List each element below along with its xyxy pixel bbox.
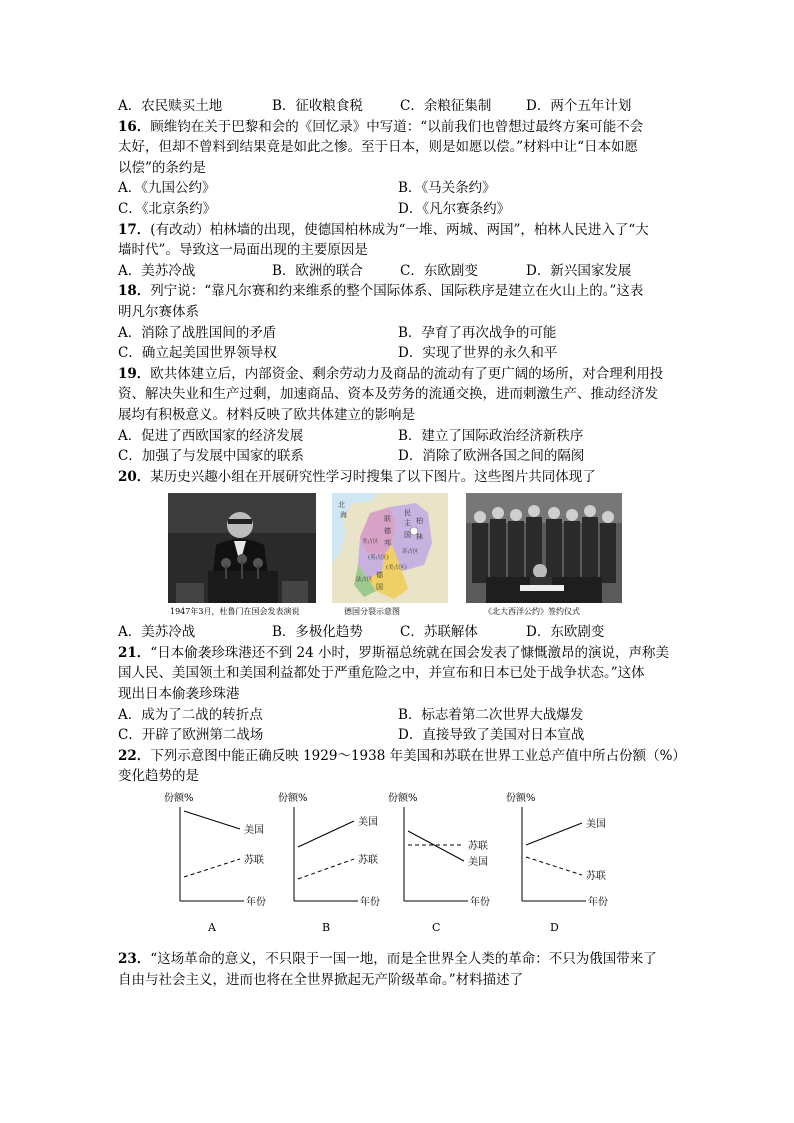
series-label: 苏联 (244, 855, 264, 867)
q16-option-a[interactable]: A．《九国公约》 (118, 180, 216, 197)
q19-option-c[interactable]: C．加强了与发展中国家的联系 (118, 448, 304, 465)
q21-option-d[interactable]: D．直接导致了美国对日本宣战 (398, 727, 585, 744)
x-axis-label: 年份 (470, 897, 490, 909)
map-label: 法占区 (356, 577, 373, 584)
series-line-second (408, 831, 464, 861)
q15-option-a[interactable]: A．农民赎买土地 (118, 98, 223, 114)
q21-option-c[interactable]: C．开辟了欧洲第二战场 (118, 727, 264, 744)
question-text: 变化趋势的是 (118, 768, 199, 785)
question-text: 以偿”的条约是 (118, 159, 206, 176)
q20-option-c[interactable]: C．苏联解体 (400, 624, 478, 641)
question-text: 现出日本偷袭珍珠港 (118, 686, 240, 703)
q18-options (118, 323, 683, 364)
series-label: 美国 (244, 825, 264, 837)
question-text: 顾维钧在关于巴黎和会的《回忆录》中写道：“以前我们也曾想过最终方案可能不会 (150, 118, 644, 135)
question-text: 自由与社会主义，进而也将在全世界掀起无产阶级革命。”材料描述了 (118, 971, 524, 988)
question-21 (118, 643, 683, 746)
question-23 (118, 949, 683, 990)
question-text: 明凡尔赛体系 (118, 303, 199, 320)
x-axis-label: 年份 (246, 897, 266, 909)
q16-options (118, 178, 683, 219)
map-label: 国 (404, 531, 411, 540)
series-line-first (298, 821, 354, 847)
series-line-second (526, 857, 582, 875)
question-text: “这场革命的意义，不只限于一国一地，而是全世界全人类的革命：不只为俄国带来了 (150, 951, 657, 968)
q20-option-a[interactable]: A．美苏冷战 (118, 624, 196, 641)
q18-option-b[interactable]: B．孕育了再次战争的可能 (398, 324, 557, 341)
map-label: 主 (404, 519, 411, 528)
q15-option-c[interactable]: C．余粮征集制 (400, 98, 492, 114)
map-label: (美占区) (386, 565, 407, 572)
chart-letter: C (432, 921, 441, 935)
nato-signing-photo (466, 493, 622, 603)
y-axis-label: 份额% (278, 793, 308, 805)
q19-options (118, 426, 683, 467)
trend-chart-d (504, 789, 624, 939)
q17-option-d[interactable]: D．新兴国家发展 (526, 262, 632, 279)
chart-letter: D (550, 921, 559, 935)
q21-options (118, 705, 683, 746)
question-text: (有改动）柏林墙的出现，使德国柏林成为“一堆、两城、两国”，柏林人民进入了“大 (150, 221, 649, 238)
truman-speech-photo (168, 493, 316, 603)
photo-caption: 1947年3月，杜鲁门在国会发表演说 (170, 607, 300, 617)
map-label: 北 (338, 501, 345, 510)
q20-figures (118, 493, 683, 618)
series-line-first (526, 823, 582, 845)
question-22 (118, 746, 686, 939)
question-number: 19． (118, 365, 151, 382)
y-axis-label: 份额% (164, 793, 194, 805)
question-17 (118, 220, 683, 282)
q21-option-b[interactable]: B．标志着第二次世界大战爆发 (398, 706, 584, 723)
q19-option-a[interactable]: A．促进了西欧国家的经济发展 (118, 427, 304, 444)
q17-option-a[interactable]: A．美苏冷战 (118, 262, 196, 279)
x-axis-label: 年份 (360, 897, 380, 909)
x-axis-label: 年份 (588, 897, 608, 909)
question-number: 22． (118, 747, 151, 764)
question-text: 太好，但却不曾料到结果竟是如此之惨。至于日本，则是如愿以偿。”材料中让“日本如愿 (118, 139, 639, 156)
series-line-second (184, 859, 240, 877)
series-line-second (298, 859, 354, 879)
q20-option-d[interactable]: D．东欧剧变 (526, 624, 605, 641)
series-label: 美国 (468, 857, 488, 869)
q18-option-c[interactable]: C．确立起美国世界领导权 (118, 345, 277, 362)
q21-option-a[interactable]: A．成为了二战的转折点 (118, 706, 263, 723)
map-label: 联 (384, 515, 391, 524)
question-text: 资、解决失业和生产过剩，加速商品、资本及劳务的流通交换，进而刺激生产、推动经济发 (118, 386, 658, 403)
series-label: 苏联 (468, 841, 488, 853)
map-label: 邦 (384, 539, 391, 548)
map-label: 苏占区 (402, 549, 419, 556)
q22-trend-charts (118, 789, 683, 939)
series-line-first (184, 811, 240, 829)
question-text: 欧共体建立后，内部资金、剩余劳动力及商品的流动有了更广阔的场所，对合理利用投 (150, 365, 664, 382)
question-text: 国人民、美国领土和美国利益都处于严重危险之中，并宣布和日本已处于战争状态。”这体 (118, 665, 645, 682)
question-text: 墙时代”。导致这一局面出现的主要原因是 (118, 242, 368, 259)
exam-page (118, 96, 686, 990)
germany-division-map (332, 493, 448, 603)
q17-option-b[interactable]: B．欧洲的联合 (272, 262, 363, 279)
question-text: 下列示意图中能正确反映 1929～1938 年美国和苏联在世界工业总产值中所占份额（%） (150, 747, 686, 764)
q19-option-d[interactable]: D．消除了欧洲各国之间的隔阂 (398, 448, 585, 465)
question-text: “日本偷袭珍珠港还不到 24 小时，罗斯福总统就在国会发表了慷慨激昂的演说，声称美 (150, 644, 669, 661)
q20-option-b[interactable]: B．多极化趋势 (272, 624, 363, 641)
q16-option-d[interactable]: D．《凡尔赛条约》 (398, 200, 511, 217)
chart-letter: A (208, 921, 216, 935)
chart-letter: B (322, 921, 331, 935)
map-label: 民 (404, 509, 411, 518)
q20-options (118, 622, 683, 643)
question-20 (118, 467, 683, 643)
q18-option-d[interactable]: D．实现了世界的永久和平 (398, 345, 558, 362)
question-number: 20． (118, 468, 151, 485)
q16-option-b[interactable]: B．《马关条约》 (398, 180, 496, 197)
map-label: 德 (376, 571, 383, 580)
map-caption: 德国分裂示意图 (344, 607, 400, 617)
q18-option-a[interactable]: A．消除了战胜国间的矛盾 (118, 324, 277, 341)
question-text: 某历史兴趣小组在开展研究性学习时搜集了以下图片。这些图片共同体现了 (150, 468, 596, 485)
question-number: 18． (118, 283, 151, 300)
series-label: 美国 (586, 819, 606, 831)
question-number: 16． (118, 118, 151, 135)
question-18 (118, 281, 683, 363)
trend-chart-c (386, 789, 506, 939)
q17-options (118, 261, 683, 282)
question-text: 展均有积极意义。材料反映了欧共体建立的影响是 (118, 406, 415, 423)
map-label: (英占区) (368, 555, 389, 562)
map-label: 林 (416, 533, 423, 542)
trend-chart-b (276, 789, 396, 939)
series-label: 苏联 (358, 855, 378, 867)
photo-caption: 《北大西洋公约》签约仪式 (484, 607, 580, 617)
y-axis-label: 份额% (388, 793, 418, 805)
question-16 (118, 117, 683, 220)
q15-option-b[interactable]: B．征收粮食税 (272, 98, 363, 114)
series-label: 苏联 (586, 871, 606, 883)
question-number: 23． (118, 951, 151, 968)
map-label: 德 (384, 527, 391, 536)
map-label: 美占区 (362, 539, 379, 546)
question-number: 21． (118, 644, 151, 661)
q15-options (118, 96, 683, 117)
q16-option-c[interactable]: C．《北京条约》 (118, 200, 217, 217)
trend-chart-a (162, 789, 282, 939)
q19-option-b[interactable]: B．建立了国际政治经济新秩序 (398, 427, 584, 444)
question-19 (118, 364, 683, 467)
series-label: 美国 (358, 817, 378, 829)
q15-option-d[interactable]: D．两个五年计划 (526, 98, 632, 114)
question-text: 列宁说：“靠凡尔赛和约来维系的整个国际体系、国际秩序是建立在火山上的。”这表 (150, 283, 644, 300)
map-label: 海 (340, 511, 347, 520)
q17-option-c[interactable]: C．东欧剧变 (400, 262, 478, 279)
map-label: 国 (376, 583, 383, 592)
y-axis-label: 份额% (506, 793, 536, 805)
question-number: 17． (118, 221, 151, 238)
map-label: 柏 (416, 517, 423, 526)
